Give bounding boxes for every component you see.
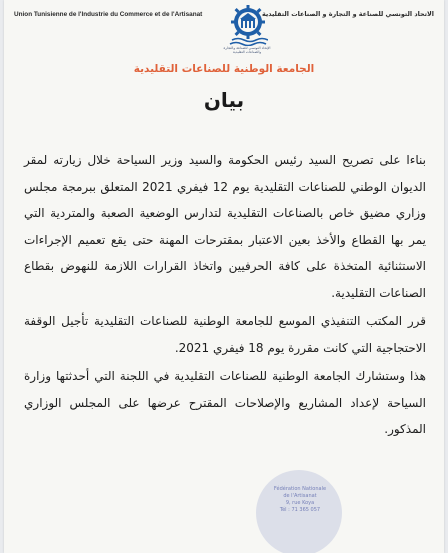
org-name-french: Union Tunisienne de l'Industrie du Commerce et de l'Artisanat: [14, 11, 203, 18]
paragraph: هذا وستشارك الجامعة الوطنية للصناعات التقليدية في اللجنة التي أحدثتها وزارة السياحة لإعداد المشاريع والإصلاحات المقترح عرضها على المجلس الوزاري المذكور.: [24, 369, 426, 436]
stamp-line: 9, rue Koya: [285, 500, 315, 506]
paragraph: قرر المكتب التنفيذي الموسع للجامعة الوطنية للصناعات التقليدية تأجيل الوقفة الاحتجاجية التي كانت مقررة يوم 18 فيفري 2021.: [24, 314, 426, 355]
letterhead: [4, 0, 444, 62]
stamp-line: de l'Artisanat: [283, 493, 317, 499]
utica-emblem-icon: [228, 2, 268, 46]
document-title: بيان: [203, 88, 245, 112]
stamp-line: Fédération Nationale: [273, 486, 327, 492]
paragraph: بناءا على تصريح السيد رئيس الحكومة والسيد وزير السياحة خلال زيارته لمقر الديوان الوطني للصناعات التقليدية يوم 12 فيفري 2021 المتعلق ببرمجة مجلس وزاري مضيق خاص بالصناعات التقليدية لتدارس الوضعية الصعبة والمتردية التي يمر بها القطاع والأخذ بعين الاعتبار بمقترحات المهنة حتى يقع تعميم الإجراءات الاستثنائية المتخذة على كافة الحرفيين واتخاذ القرارات اللازمة للنهوض بقطاع الصناعات التقليدية.: [24, 153, 426, 300]
federation-heading: الجامعة الوطنية للصناعات التقليدية: [133, 63, 315, 75]
stamp-text: [270, 486, 330, 514]
org-name-arabic: الاتحاد التونسي للصناعة و التجارة و الصناعات التقليدية: [261, 10, 434, 18]
logo-caption: الإتحاد التونسي للصناعة والتجارة والصناعات التقليدية: [223, 46, 271, 54]
statement-body: [24, 147, 426, 443]
document-page: [4, 0, 444, 553]
stamp-line: Tél : 71 365 057: [279, 507, 321, 513]
